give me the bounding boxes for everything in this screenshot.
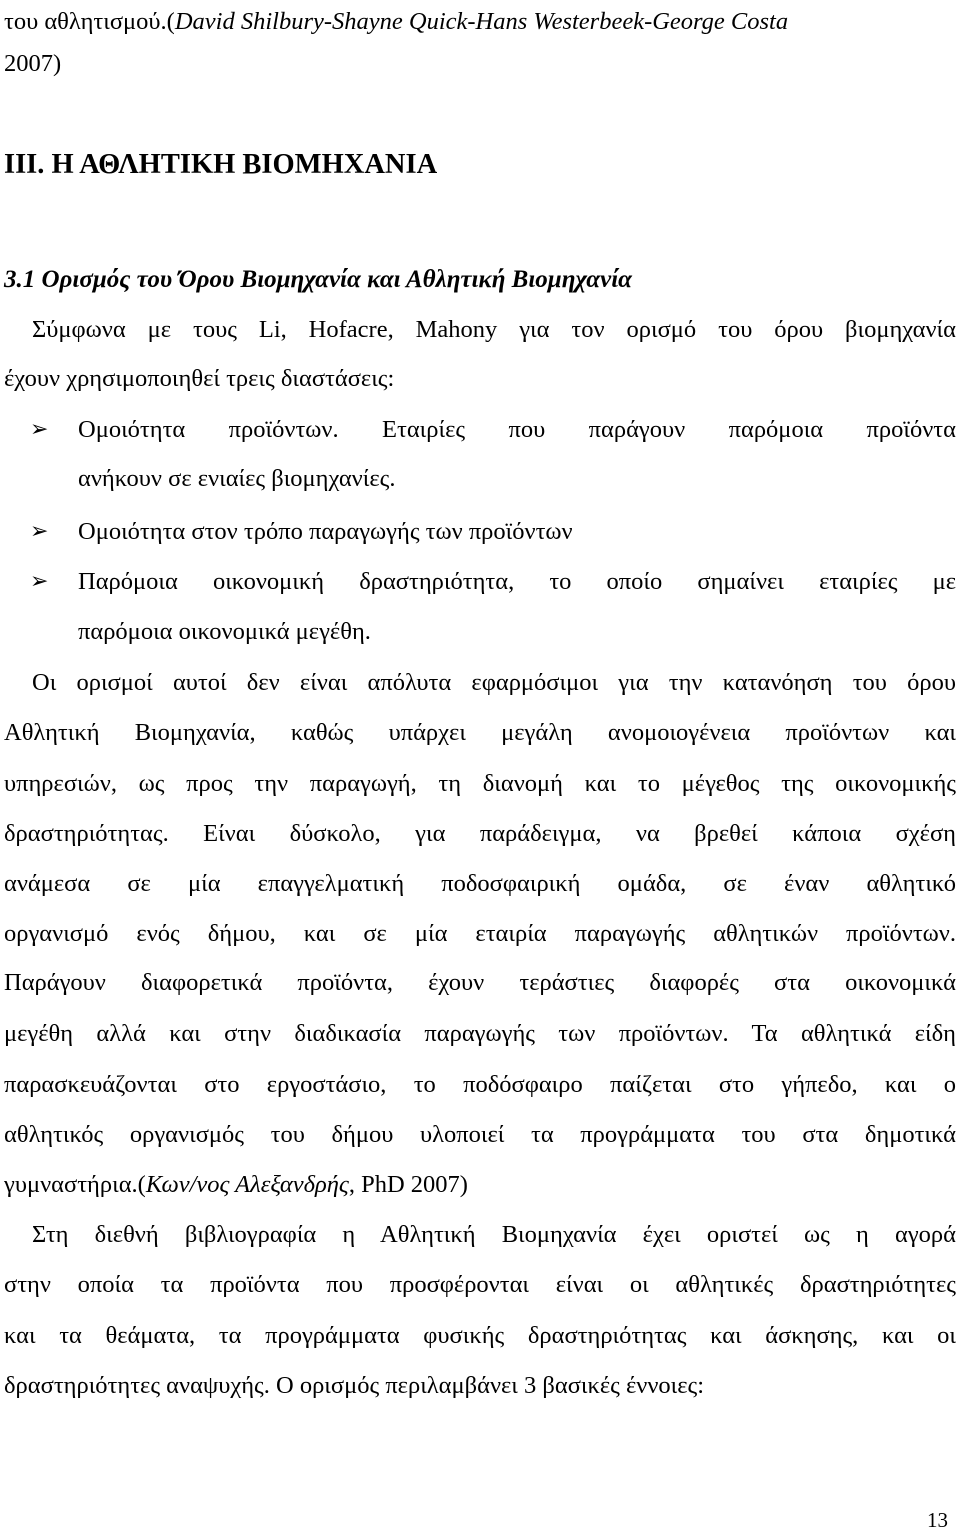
paragraph-line: αθλητικός οργανισμός του δήμου υλοποιεί τα προγράμματα του στα δημοτικά <box>4 1121 956 1148</box>
paragraph-line: δραστηριότητες αναψυχής. Ο ορισμός περιλαμβάνει 3 βασικές έννοιες: <box>4 1372 705 1399</box>
section-heading: ΙΙΙ. Η ΑΘΛΗΤΙΚΗ ΒΙΟΜΗΧΑΝΙΑ <box>4 149 438 180</box>
bullet-arrow-icon: ➢ <box>30 569 49 594</box>
intro-line: έχουν χρησιμοποιηθεί τρεις διαστάσεις: <box>4 365 395 392</box>
citation-authors: David Shilbury-Shayne Quick-Hans Westerbeek-George Costa <box>174 8 789 35</box>
bullet-item-line: Παρόμοια οικονομική δραστηριότητα, το οποίο σημαίνει εταιρίες με <box>78 568 956 595</box>
paragraph-citation-line <box>4 1170 956 1200</box>
paragraph-line: και τα θεάματα, τα προγράμματα φυσικής δραστηριότητας και άσκησης, και οι <box>4 1322 956 1349</box>
citation-prefix: του αθλητισμού.( <box>4 8 175 35</box>
paragraph-line: στην οποία τα προϊόντα που προσφέρονται είναι οι αθλητικές δραστηριότητες <box>4 1271 956 1298</box>
page-number: 13 <box>927 1508 948 1532</box>
bullet-item-line: Ομοιότητα προϊόντων. Εταιρίες που παράγουν παρόμοια προϊόντα <box>78 416 956 443</box>
bullet-arrow-icon: ➢ <box>30 417 49 442</box>
bullet-item-line: Ομοιότητα στον τρόπο παραγωγής των προϊόντων <box>78 518 573 545</box>
intro-line: Σύμφωνα με τους Li, Hofacre, Mahony για τον ορισμό του όρου βιομηχανία <box>32 316 956 343</box>
bullet-item-line: ανήκουν σε ενιαίες βιομηχανίες. <box>78 465 396 492</box>
paragraph-line: παρασκευάζονται στο εργοστάσιο, το ποδόσφαιρο παίζεται στο γήπεδο, και ο <box>4 1071 956 1098</box>
paragraph-line: μεγέθη αλλά και στην διαδικασία παραγωγής των προϊόντων. Τα αθλητικά είδη <box>4 1020 956 1047</box>
paragraph-line: Παράγουν διαφορετικά προϊόντα, έχουν τεράστιες διαφορές στα οικονομικά <box>4 969 956 996</box>
citation-author: Κων/νος Αλεξανδρής <box>145 1171 349 1198</box>
paragraph-line: οργανισμό ενός δήμου, και σε μία εταιρία παραγωγής αθλητικών προϊόντων. <box>4 920 956 947</box>
paragraph-line: ανάμεσα σε μία επαγγελματική ποδοσφαιρική ομάδα, σε έναν αθλητικό <box>4 870 956 897</box>
paragraph-line: Οι ορισμοί αυτοί δεν είναι απόλυτα εφαρμόσιμοι για την κατανόηση του όρου <box>32 669 956 696</box>
paragraph-line: Αθλητική Βιομηχανία, καθώς υπάρχει μεγάλη ανομοιογένεια προϊόντων και <box>4 719 956 746</box>
citation-suffix: , PhD 2007) <box>348 1171 468 1198</box>
bullet-item-line: παρόμοια οικονομικά μεγέθη. <box>78 618 371 645</box>
bullet-arrow-icon: ➢ <box>30 519 49 544</box>
citation-year: 2007) <box>4 50 62 77</box>
paragraph-line: υπηρεσιών, ως προς την παραγωγή, τη διανομή και το μέγεθος της οικονομικής <box>4 770 956 797</box>
paragraph-line: Στη διεθνή βιβλιογραφία η Αθλητική Βιομηχανία έχει οριστεί ως η αγορά <box>32 1221 956 1248</box>
subsection-heading: 3.1 Ορισμός του Όρου Βιομηχανία και Αθλητική Βιομηχανία <box>4 266 632 293</box>
paragraph-line: δραστηριότητας. Είναι δύσκολο, για παράδειγμα, να βρεθεί κάποια σχέση <box>4 820 956 847</box>
citation-prefix: γυμναστήρια.( <box>4 1171 146 1198</box>
citation-line <box>4 7 956 37</box>
